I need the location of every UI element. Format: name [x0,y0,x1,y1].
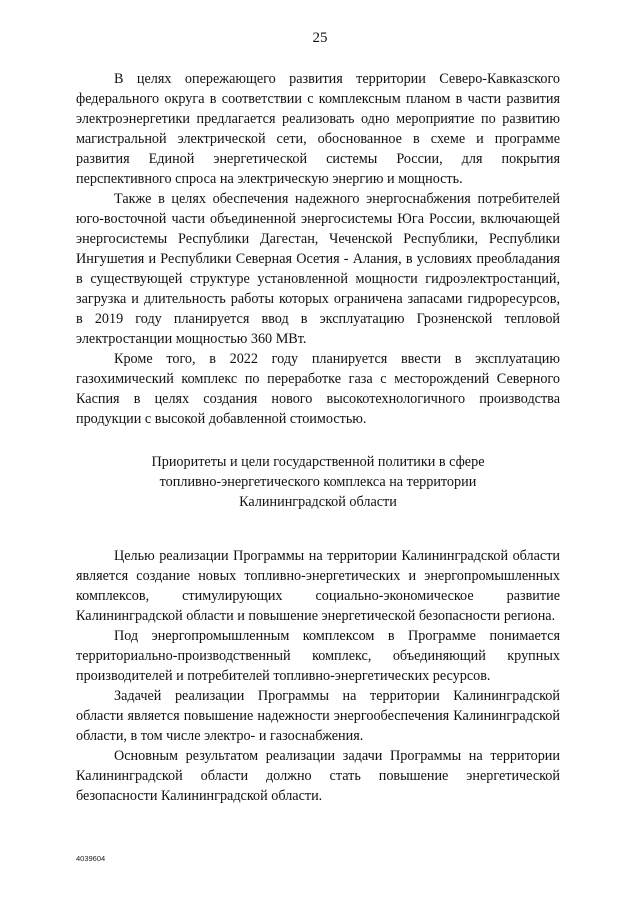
paragraph-north-caucasus: В целях опережающего развития территории Северо-Кавказского федерального округа в соответствии с комплексным планом в части развития электроэнергетики предлагается реализовать одно мероприятие по развитию магистральной электрической сети, обоснованное в схеме и программе развития Единой энергетической системы России, для покрытия перспективного спроса на электрическую энергию и мощность. [76,71,560,187]
paragraph-program-goal: Целью реализации Программы на территории Калининградской области является создание новых топливно-энергетических и энергопромышленных комплексов, стимулирующих социально-экономическое развитие Калининградской области и повышение энергетической безопасности региона. [76,548,560,624]
paragraph-program-result: Основным результатом реализации задачи Программы на территории Калининградской области должно стать повышение энергетической безопасности Калининградской области. [76,748,560,804]
paragraph-grozny-tps: Также в целях обеспечения надежного энергоснабжения потребителей юго-восточной части объединенной энергосистемы Юга России, включающей энергосистемы Республики Дагестан, Чеченской Республики, Республики Ингушетия и Республики Северная Осетия - Алания, в условиях преобладания в существующей структуре установленной мощности гидроэлектростанций, загрузка и длительность работы которых ограничена запасами гидроресурсов, в 2019 году планируется ввод в эксплуатацию Грозненской тепловой электростанции мощностью 360 МВт. [76,191,560,347]
section-heading-line-2: топливно-энергетического комплекса на территории [159,474,477,490]
page-number: 25 [312,30,328,46]
paragraph-gas-chemical-complex: Кроме того, в 2022 году планируется ввести в эксплуатацию газохимический комплекс по переработке газа с месторождений Северного Каспия в целях создания нового высокотехнологичного производства продукции с высокой добавленной стоимостью. [76,351,560,427]
section-heading-line-3: Калининградской области [239,494,397,510]
paragraph-program-task: Задачей реализации Программы на территории Калининградской области является повышение надежности энергообеспечения Калининградской области, в том числе электро- и газоснабжения. [76,688,560,744]
paragraph-energy-complex-definition: Под энергопромышленным комплексом в Программе понимается территориально-производственный комплекс, объединяющий крупных производителей и потребителей топливно-энергетических ресурсов. [76,628,560,684]
section-heading [76,452,560,512]
document-code: 4039604 [76,854,106,863]
document-body [76,69,560,806]
section-heading-line-1: Приоритеты и цели государственной политики в сфере [151,454,485,470]
